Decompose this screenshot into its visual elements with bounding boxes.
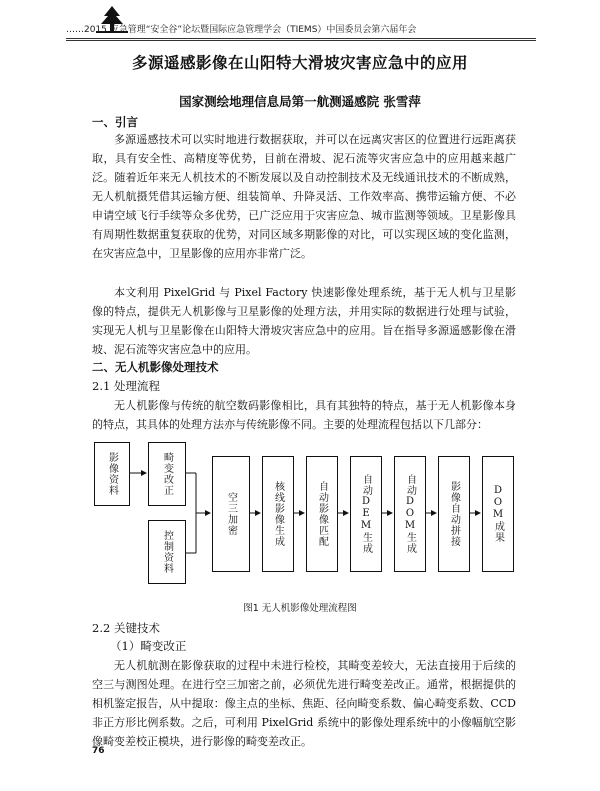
box-auto-dom: 自动DOM生成 (394, 456, 426, 572)
header-rule (66, 38, 536, 39)
paper-title: 多源遥感影像在山阳特大滑坡灾害应急中的应用 (131, 53, 468, 72)
box-epipolar-generation: 核线影像生成 (262, 456, 294, 572)
figure-caption: 图1 无人机影像处理流程图 (243, 603, 357, 614)
box-control-data: 控制资料 (148, 520, 186, 584)
intro-paragraph-1: 多源遥感技术可以实时地进行数据获取，并可以在远离灾害区的位置进行远距离获取，具有安全性、高精度等优势，目前在滑坡、泥石流等灾害应急中的应用越来越广泛。随着近年来无人机技术的不断发展以及自动控制技术及无线通讯技术的不断成熟，无人机航摄凭借其运输方便、组装简单、升降灵活、工作效率高、携带运输方便、不必申请空域飞行手续等众多优势，已广泛应用于灾害应急、城市监测等领域。卫星影像具有周期性数据重复获取的优势，对同区域多期影像的对比，可以实现区域的变化监测，在灾害应急中，卫星影像的应用亦非常广泛。 (92, 133, 516, 260)
workflow-diagram (92, 438, 532, 588)
box-dom-result: DOM成果 (482, 456, 514, 572)
running-header: ……2015 应急管理“安全谷”论坛暨国际应急管理学会（TIEMS）中国委员会第六届年会 (66, 25, 417, 35)
page-number: 76 (92, 746, 105, 756)
section-heading-intro: 一、引言 (92, 115, 138, 129)
box-image-mosaic: 影像自动拼接 (438, 456, 470, 572)
subsection-heading-workflow: 2.1 处理流程 (92, 379, 160, 393)
distortion-paragraph: 无人机航测在影像获取的过程中未进行检校，其畸变差较大，无法直接用于后续的空三与测图处理。在进行空三加密之前，必须优先进行畸变差改正。通常，根据提供的相机鉴定报告，从中提取：像主点的坐标、焦距、径向畸变系数、偏心畸变系数、CCD 非正方形比例系数。之后，可利用 PixelGrid 系统中的影像处理系统中的小像幅航空影像畸变差校正模块，进行影像的畸变差改正。 (92, 659, 516, 748)
box-auto-dem: 自动DEM生成 (350, 456, 382, 572)
intro-paragraph-2: 本文利用 PixelGrid 与 Pixel Factory 快速影像处理系统，基于无人机与卫星影像的特点，提供无人机影像与卫星影像的处理方法，并用实际的数据进行处理与试验，实现无人机与卫星影像在山阳特大滑坡灾害应急中的应用。旨在指导多源遥感影像在滑坡、泥石流等灾害应急中的应用。 (92, 286, 516, 356)
box-distortion-correction: 畸变改正 (148, 442, 186, 506)
subsubsection-heading-distortion: （1）畸变改正 (110, 639, 187, 653)
box-image-data: 影像资料 (94, 442, 130, 506)
box-image-matching: 自动影像匹配 (306, 456, 338, 572)
box-aerotriangulation: 空三加密 (212, 456, 250, 572)
workflow-paragraph: 无人机影像与传统的航空数码影像相比，具有其独特的特点，基于无人机影像本身的特点，其具体的处理方法亦与传统影像不同。主要的处理流程包括以下几部分： (92, 399, 516, 431)
section-heading-uav: 二、无人机影像处理技术 (92, 360, 219, 374)
header-rule-thin (66, 40, 536, 41)
subsection-heading-key-tech: 2.2 关键技术 (92, 621, 160, 635)
author-line: 国家测绘地理信息局第一航测遥感院 张雪萍 (179, 94, 421, 109)
